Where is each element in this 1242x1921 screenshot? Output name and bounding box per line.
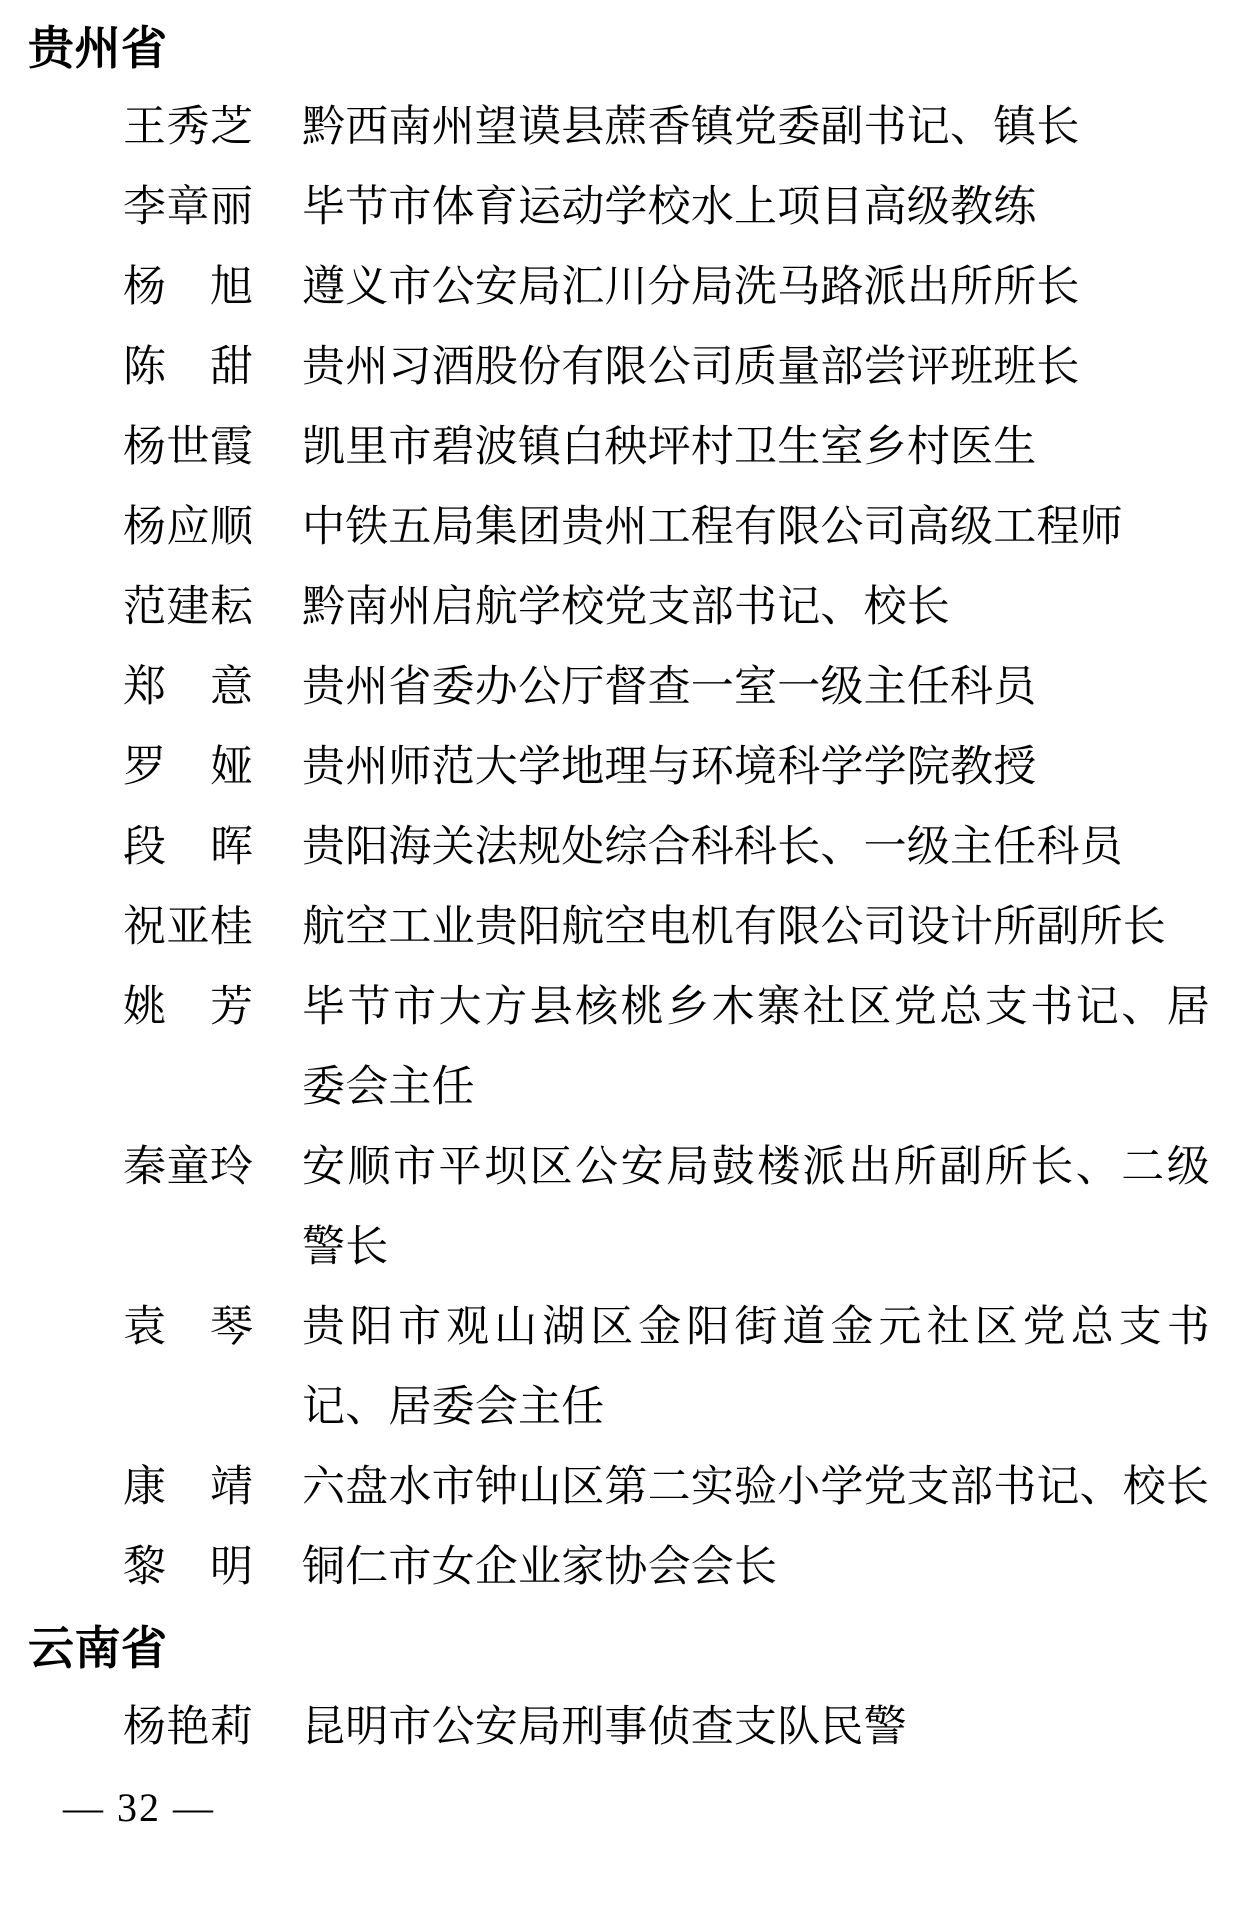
entry-name: 康 靖 — [123, 1464, 253, 1511]
page-number: — 32 — — [63, 1785, 215, 1830]
entry-name: 段 晖 — [123, 824, 253, 871]
entry-description-line: 六盘水市钟山区第二实验小学党支部书记、校长 — [302, 1464, 1210, 1511]
entry-description — [302, 88, 1210, 168]
entry-name: 郑 意 — [123, 664, 253, 711]
document-body — [0, 8, 1242, 1768]
entry-description — [302, 1288, 1210, 1448]
entry-description-line: 黔西南州望谟县蔗香镇党委副书记、镇长 — [302, 104, 1080, 151]
entry-description — [302, 408, 1210, 488]
entry-description-line: 遵义市公安局汇川分局洗马路派出所所长 — [302, 264, 1080, 311]
entry-name: 杨 艳 莉 — [123, 1704, 253, 1751]
entry-description — [302, 1448, 1210, 1528]
entry-description-line: 毕节市体育运动学校水上项目高级教练 — [302, 184, 1037, 231]
entry-row — [123, 1448, 1242, 1528]
entry-name: 袁 琴 — [123, 1304, 253, 1351]
entry-row — [123, 88, 1242, 168]
entry-description-line: 警长 — [302, 1224, 389, 1271]
entry-name: 黎 明 — [123, 1544, 253, 1591]
entry-row — [123, 728, 1242, 808]
entry-description-line: 贵州省委办公厅督查一室一级主任科员 — [302, 664, 1037, 711]
entry-description — [302, 568, 1210, 648]
entry-description-line: 毕节市大方县核桃乡木寨社区党总支书记、居 — [302, 984, 1210, 1031]
entry-row — [123, 488, 1242, 568]
entry-row — [123, 1528, 1242, 1608]
entry-description-line: 凯里市碧波镇白秧坪村卫生室乡村医生 — [302, 424, 1037, 471]
entry-description — [302, 1688, 1210, 1768]
entry-description-line: 昆明市公安局刑事侦查支队民警 — [302, 1704, 907, 1751]
entry-description — [302, 888, 1210, 968]
entry-description — [302, 648, 1210, 728]
entry-name: 姚 芳 — [123, 984, 253, 1031]
entry-row — [123, 1128, 1242, 1288]
entry-name: 杨 旭 — [123, 264, 253, 311]
entry-description — [302, 1528, 1210, 1608]
entry-description-line: 委会主任 — [302, 1064, 475, 1111]
entry-description — [302, 168, 1210, 248]
entry-description-line: 贵阳海关法规处综合科科长、一级主任科员 — [302, 824, 1123, 871]
entry-description-line: 黔南州启航学校党支部书记、校长 — [302, 584, 950, 631]
entry-description — [302, 728, 1210, 808]
entry-description-line: 贵州师范大学地理与环境科学学院教授 — [302, 744, 1037, 791]
entry-description — [302, 968, 1210, 1128]
entry-row — [123, 968, 1242, 1128]
entry-row — [123, 1288, 1242, 1448]
entry-name: 祝 亚 桂 — [123, 904, 253, 951]
entry-description-line: 中铁五局集团贵州工程有限公司高级工程师 — [302, 504, 1123, 551]
entry-name: 杨 应 顺 — [123, 504, 253, 551]
entry-description-line: 记、居委会主任 — [302, 1384, 605, 1431]
entry-description — [302, 248, 1210, 328]
entry-name: 王 秀 芝 — [123, 104, 253, 151]
entry-description — [302, 808, 1210, 888]
entry-description — [302, 488, 1210, 568]
entry-description-line: 安顺市平坝区公安局鼓楼派出所副所长、二级 — [302, 1144, 1210, 1191]
entry-row — [123, 888, 1242, 968]
entry-description-line: 贵州习酒股份有限公司质量部尝评班班长 — [302, 344, 1080, 391]
entry-row — [123, 328, 1242, 408]
entry-name: 秦 童 玲 — [123, 1144, 253, 1191]
entry-row — [123, 248, 1242, 328]
section-title: 贵州省 — [28, 22, 168, 74]
entry-row — [123, 1688, 1242, 1768]
entry-row — [123, 808, 1242, 888]
entry-row — [123, 168, 1242, 248]
entry-description-line: 航空工业贵阳航空电机有限公司设计所副所长 — [302, 904, 1166, 951]
entry-row — [123, 568, 1242, 648]
entry-name: 陈 甜 — [123, 344, 253, 391]
entry-name: 李 章 丽 — [123, 184, 253, 231]
entry-description-line: 贵阳市观山湖区金阳街道金元社区党总支书 — [302, 1304, 1210, 1351]
entry-description-line: 铜仁市女企业家协会会长 — [302, 1544, 778, 1591]
entry-name: 范 建 耘 — [123, 584, 253, 631]
section-title: 云南省 — [28, 1622, 168, 1674]
entry-name: 罗 娅 — [123, 744, 253, 791]
entry-description — [302, 328, 1210, 408]
entry-description — [302, 1128, 1210, 1288]
entry-row — [123, 408, 1242, 488]
entry-row — [123, 648, 1242, 728]
entry-name: 杨 世 霞 — [123, 424, 253, 471]
